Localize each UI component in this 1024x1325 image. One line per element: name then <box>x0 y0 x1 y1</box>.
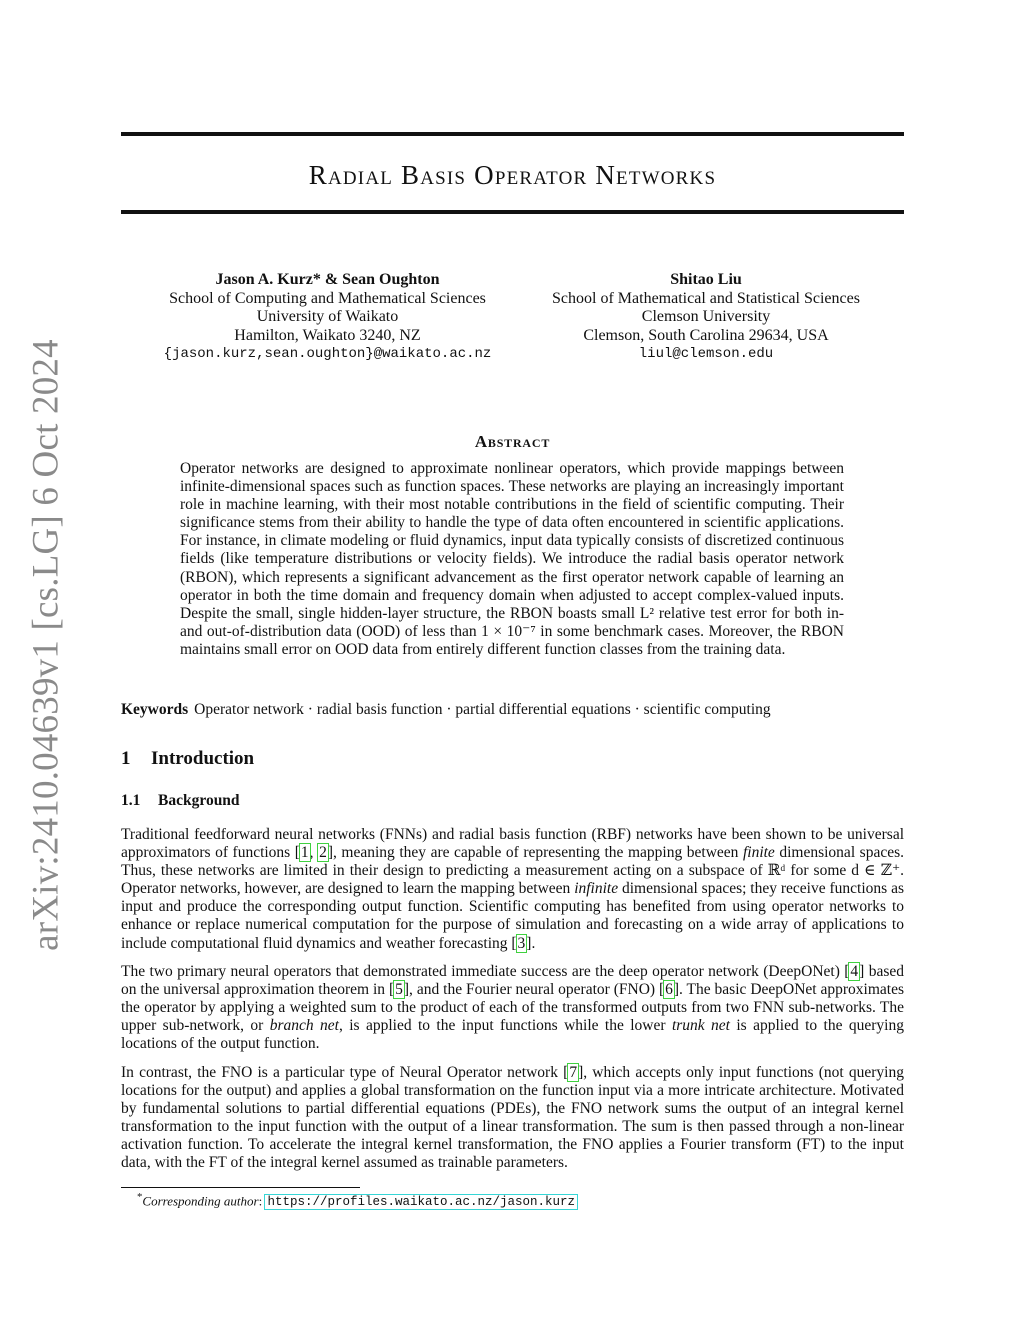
author-names: Jason A. Kurz* & Sean Oughton <box>215 271 440 288</box>
citation-link[interactable]: 4 <box>850 963 859 980</box>
abstract-text: Operator networks are designed to approximate nonlinear operators, which provide mappings between infinite-dimensional spaces such as function spaces. These networks are playing an increasingly important role in machine learning, with their most notable contributions in the field of scientific computing. Their significance stems from their ability to handle the type of data often encountered in scientific applications. For instance, in climate modeling or fluid dynamics, input data typically consists of discretized continuous fields (like temperature distributions or velocity fields). We introduce the radial basis operator network (RBON), which represents a significant advancement as the first operator network capable of learning an operator in both the time domain and frequency domain when adjusted to accept complex-valued inputs. Despite the small, single hidden-layer structure, the RBON boasts small L² relative test error for both in- and out-of-distribution data (OOD) of less than 1 × 10⁻⁷ in some benchmark cases. Moreover, the RBON maintains small error on OOD data from entirely different function classes from the training data. <box>180 460 844 658</box>
subsection-heading <box>121 792 240 810</box>
keywords-line <box>121 701 904 719</box>
emphasis: branch net <box>269 1017 339 1035</box>
citation-link[interactable]: 5 <box>395 981 403 999</box>
text-run: is applied to the querying locations of the output function. <box>121 1017 904 1053</box>
subsection-title: Background <box>158 792 240 809</box>
section-title: Introduction <box>151 748 255 769</box>
author-location: Clemson, South Carolina 29634, USA <box>583 326 829 344</box>
emphasis: infinite <box>574 880 619 898</box>
footnote-rule <box>121 1187 360 1188</box>
text-run: , <box>309 844 319 862</box>
citation-link[interactable]: 1 <box>300 844 309 862</box>
section-heading <box>121 748 254 770</box>
text-run: Traditional feedforward neural networks (FNNs) and radial basis function (RBF) networks have been shown to be universal approximators of functions [ <box>121 826 904 862</box>
title-top-rule <box>121 132 904 136</box>
footnote-colon: : <box>258 1193 266 1209</box>
author-affiliation: School of Computing and Mathematical Sciences <box>169 289 486 307</box>
citation-link[interactable]: 3 <box>517 934 526 952</box>
author-block-left <box>145 271 510 364</box>
citation-link[interactable]: 7 <box>569 1064 578 1081</box>
arxiv-identifier: arXiv:2410.04639v1 [cs.LG] 6 Oct 2024 <box>25 339 67 951</box>
section-number: 1 <box>121 748 131 769</box>
paragraph-2 <box>121 963 904 1053</box>
text-run: ] based on the universal approximation theorem in [ <box>121 963 905 999</box>
subsection-number: 1.1 <box>121 792 141 809</box>
emphasis: trunk net <box>671 1017 730 1035</box>
text-run: dimensional spaces; they receive functions as input and produce the corresponding output function. Scientific computing has benefited from using operator networks to enhance or replace numerical computation for the purpose of simulation and forecasting on a wide array of applications to include computational fluid dynamics and weather forecasting [ <box>121 880 904 952</box>
citation-link[interactable]: 2 <box>319 844 327 862</box>
text-run: , is applied to the input functions while the lower <box>338 1017 672 1035</box>
keywords-label: Keywords <box>121 701 189 718</box>
text-run: The two primary neural operators that demonstrated immediate success are the deep operator network (DeepONet) [ <box>121 963 850 980</box>
author-email: {jason.kurz,sean.oughton}@waikato.ac.nz <box>163 346 492 362</box>
paragraph-3 <box>121 1064 904 1173</box>
text-run: ], meaning they are capable of representing the mapping between <box>327 844 743 862</box>
paper-title: Radial Basis Operator Networks <box>308 160 717 190</box>
text-run: ]. The basic DeepONet approximates the operator by applying a weighted sum to the product of each of the transformed outputs from two FNN sub-networks. The upper sub-network, or <box>121 981 905 1035</box>
citation-link[interactable]: 6 <box>665 981 673 999</box>
author-institution: Clemson University <box>641 308 771 325</box>
author-affiliation: School of Mathematical and Statistical Sciences <box>552 289 860 307</box>
abstract-heading: Abstract <box>474 432 551 451</box>
footnote-label: Corresponding author <box>142 1193 259 1209</box>
text-run: ], which accepts only input functions (not querying locations for the output) and applies a global transformation on the function input via a more intricate architecture. Motivated by fundamental solutions to partial differential equations (PDEs), the FNO network sums the output of an integral kernel transformation to the input function with the output of a linear transformation. The sum is then passed through a non-linear activation function. To accelerate the integral kernel transformation, the FNO applies a Fourier transform (FT) to the input data, with the FT of the integral kernel assumed as trainable parameters. <box>121 1064 904 1172</box>
keywords-list: Operator network · radial basis function · partial differential equations · scientific computing <box>194 701 771 718</box>
text-run: ], and the Fourier neural operator (FNO) [ <box>403 981 665 999</box>
emphasis: finite <box>742 844 775 862</box>
author-names: Shitao Liu <box>670 271 742 288</box>
author-block-right <box>530 271 882 364</box>
footnote <box>137 1191 577 1209</box>
text-run: In contrast, the FNO is a particular type of Neural Operator network [ <box>121 1064 569 1081</box>
footnote-marker: * <box>137 1191 143 1203</box>
text-run: dimensional spaces. Thus, these networks are limited in their design to predicting a measurement acting on a subspace of ℝᵈ for some d ∈ ℤ⁺. Operator networks, however, are designed to learn the mapping between <box>121 844 904 898</box>
author-institution: University of Waikato <box>256 308 399 325</box>
arxiv-sidebar <box>0 0 80 1325</box>
paragraph-1 <box>121 826 904 953</box>
author-email: liul@clemson.edu <box>638 346 774 362</box>
profile-url-link[interactable]: https://profiles.waikato.ac.nz/jason.kurz <box>267 1195 576 1210</box>
title-bottom-rule <box>121 210 904 214</box>
text-run: ]. <box>526 934 536 952</box>
author-location: Hamilton, Waikato 3240, NZ <box>234 326 421 344</box>
